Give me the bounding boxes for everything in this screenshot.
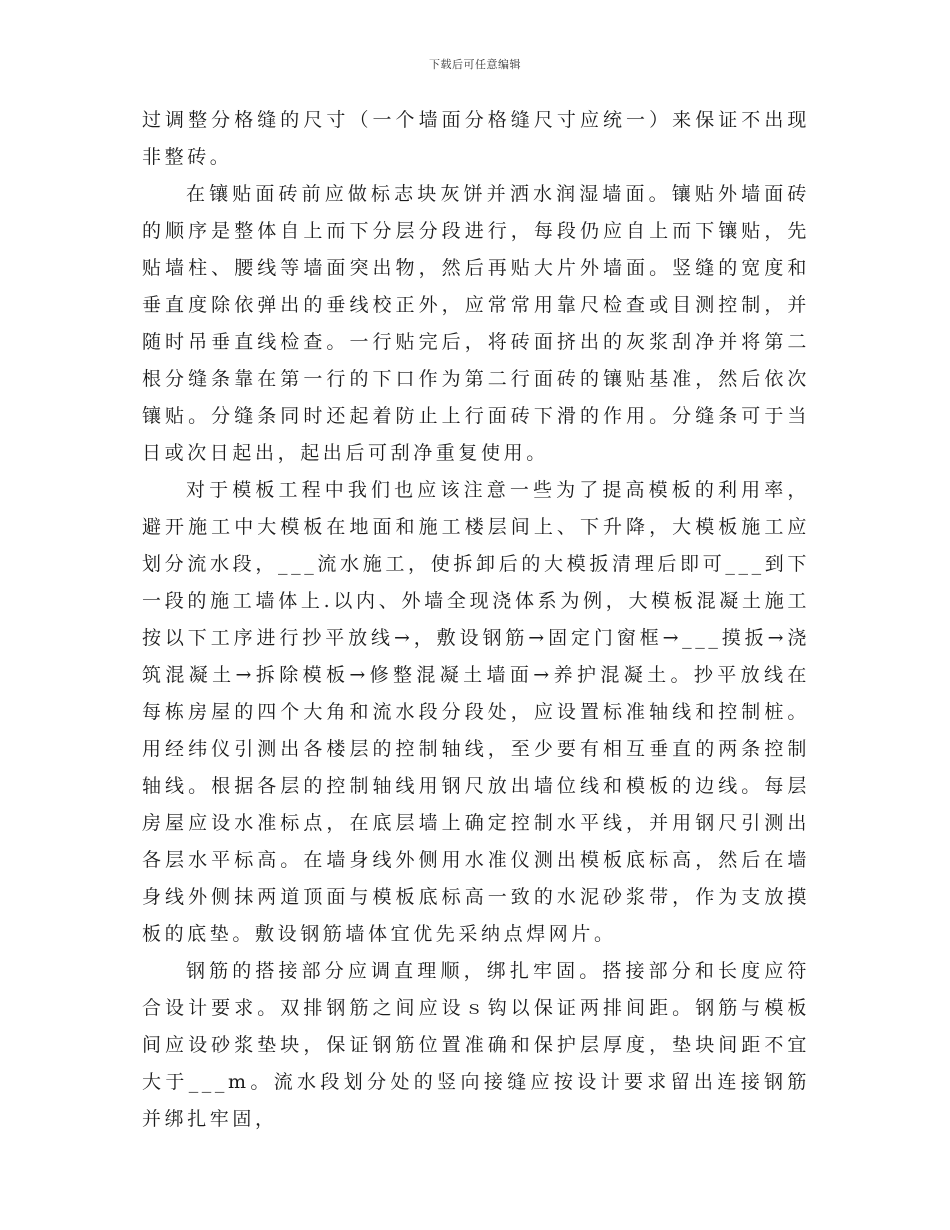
paragraph-continuation: 过调整分格缝的尺寸（一个墙面分格缝尺寸应统一）来保证不出现非整砖。 xyxy=(142,109,810,168)
document-body xyxy=(142,102,810,1138)
paragraph-tile-installation: 在镶贴面砖前应做标志块灰饼并洒水润湿墙面。镶贴外墙面砖的顺序是整体自上而下分层分段进行，每段仍应自上而下镶贴，先贴墙柱、腰线等墙面突出物，然后再贴大片外墙面。竖缝的宽度和垂直度除依弹出的垂线校正外，应常常用靠尺检查或目测控制，并随时吊垂直线检查。一行贴完后，将砖面挤出的灰浆刮净并将第二根分缝条靠在第一行的下口作为第二行面砖的镶贴基准，然后依次镶贴。分缝条同时还起着防止上行面砖下滑的作用。分缝条可于当日或次日起出，起出后可刮净重复使用。 xyxy=(142,183,810,464)
paragraph-rebar: 钢筋的搭接部分应调直理顺，绑扎牢固。搭接部分和长度应符合设计要求。双排钢筋之间应设ｓ钩以保证两排间距。钢筋与模板间应设砂浆垫块，保证钢筋位置准确和保护层厚度，垫块间距不宜大于___m。流水段划分处的竖向接缝应按设计要求留出连接钢筋并绑扎牢固， xyxy=(142,960,810,1130)
page-header: 下载后可任意编辑 xyxy=(429,58,521,71)
paragraph-formwork: 对于模板工程中我们也应该注意一些为了提高模板的利用率，避开施工中大模板在地面和施工楼层间上、下升降，大模板施工应划分流水段，___流水施工，使拆卸后的大模扳清理后即可___到下一段的施工墙体上.以内、外墙全现浇体系为例，大模板混凝土施工按以下工序进行抄平放线→，敷设钢筋→固定门窗框→___摸扳→浇筑混凝土→拆除模板→修整混凝土墙面→养护混凝土。抄平放线在每栋房屋的四个大角和流水段分段处，应设置标准轴线和控制桩。用经纬仪引测出各楼层的控制轴线，至少要有相互垂直的两条控制轴线。根据各层的控制轴线用钢尺放出墙位线和模板的边线。每层房屋应设水准标点，在底层墙上确定控制水平线，并用钢尺引测出各层水平标高。在墙身线外侧用水准仪测出模板底标高，然后在墙身线外侧抹两道顶面与模板底标高一致的水泥砂浆带，作为支放摸板的底垫。敷设钢筋墙体宜优先采纳点焊网片。 xyxy=(142,479,810,945)
